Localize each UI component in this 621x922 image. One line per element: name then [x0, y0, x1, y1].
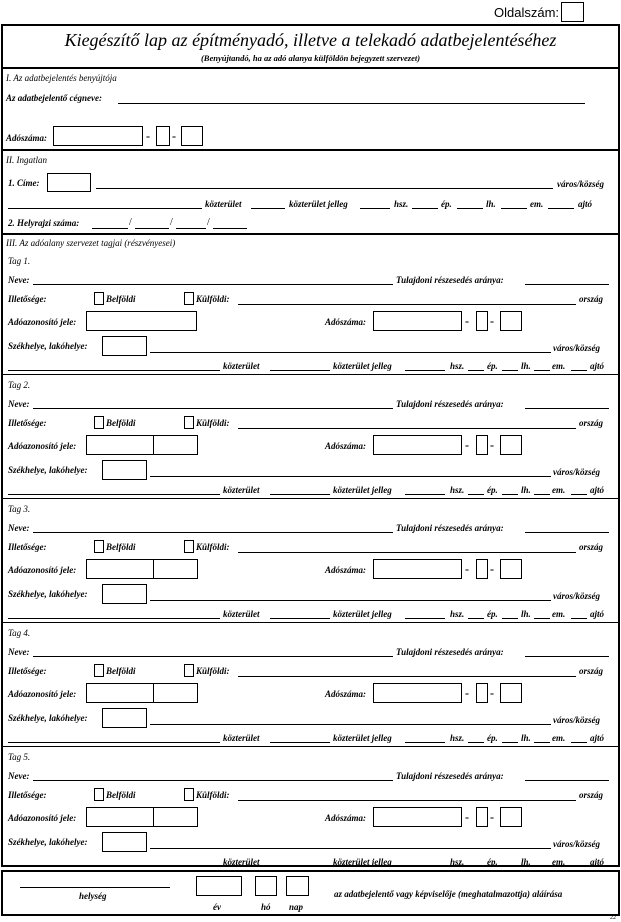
signature-label: az adatbejelentő vagy képviselője (meghatalmazottja) aláírása [334, 889, 563, 899]
member-4-tax-number-box-2[interactable] [476, 683, 488, 703]
section1-tax-box-2[interactable] [156, 126, 170, 146]
member-3-tax-number-box-3[interactable] [500, 559, 522, 579]
section1-tax-box-1[interactable] [53, 126, 143, 146]
member-1-tax-id-box[interactable] [86, 311, 197, 331]
member-5-foreign-checkbox[interactable] [184, 788, 194, 801]
member-5-tax-number-box-2[interactable] [476, 807, 488, 827]
day-box[interactable] [286, 876, 309, 896]
member-4-seat-city-field[interactable] [150, 724, 551, 725]
member-2-name-field[interactable] [33, 408, 393, 409]
member-1-tax-number-box-1[interactable] [373, 311, 462, 331]
member-3-tax-id-box-1[interactable] [86, 559, 154, 579]
member-3-tax-id-box-2[interactable] [153, 559, 198, 579]
form-subtitle: (Benyújtandó, ha az adó alanya külföldön bejegyzett szervezet) [200, 53, 421, 63]
section1-heading: I. Az adatbejelentés benyújtója [6, 73, 117, 83]
member-1-name-field[interactable] [33, 284, 393, 285]
member-5-tax-number-box-1[interactable] [373, 807, 462, 827]
member-3-tax-number-box-2[interactable] [476, 559, 488, 579]
member-4-foreign-checkbox[interactable] [184, 664, 194, 677]
year-box[interactable] [196, 876, 242, 896]
member-3-foreign-checkbox[interactable] [184, 540, 194, 553]
member-4-tax-id-box-2[interactable] [153, 683, 198, 703]
member-3-name-label: Neve: [8, 523, 30, 533]
member-2-name-label: Neve: [8, 399, 30, 409]
member-1-foreign-checkbox[interactable] [184, 292, 194, 305]
member-4-tax-number-box-1[interactable] [373, 683, 462, 703]
member-3-title: Tag 3. [8, 504, 31, 514]
member-4-name-field[interactable] [33, 656, 393, 657]
member-4-country-field[interactable] [238, 676, 576, 677]
member-4-tax-id-box-1[interactable] [86, 683, 154, 703]
address-zip-box[interactable] [47, 173, 91, 192]
member-5-name-label: Neve: [8, 771, 30, 781]
section3-heading: III. Az adóalany szervezet tagjai (részvényesei) [6, 238, 176, 248]
member-3-country-field[interactable] [238, 552, 576, 553]
member-4-share-field[interactable] [525, 656, 609, 657]
parcel-label: 2. Helyrajzi száma: [8, 218, 80, 228]
member-1-tax-number-box-3[interactable] [500, 311, 522, 331]
member-2-seat-zip-box[interactable] [102, 460, 147, 480]
member-1-seat-zip-box[interactable] [102, 336, 147, 356]
member-2-foreign-checkbox[interactable] [184, 416, 194, 429]
member-3-share-field[interactable] [525, 532, 609, 533]
member-1-country-field[interactable] [238, 304, 576, 305]
member-2-title: Tag 2. [8, 380, 31, 390]
member-2-tax-number-box-2[interactable] [476, 435, 488, 455]
member-3-seat-zip-box[interactable] [102, 584, 147, 604]
year-label: év [213, 902, 221, 912]
member-5-tax-id-box-1[interactable] [86, 807, 154, 827]
member-5-name-field[interactable] [33, 780, 393, 781]
member-2-tax-id-box-1[interactable] [86, 435, 154, 455]
member-1-seat-city-field[interactable] [150, 352, 551, 353]
member-4-title: Tag 4. [8, 628, 31, 638]
member-5-tax-id-box-2[interactable] [153, 807, 198, 827]
form-title: Kiegészítő lap az építményadó, illetve a telekadó adatbejelentéséhez [64, 30, 557, 50]
section1-tax-label: Adószáma: [6, 133, 48, 143]
member-4-domestic-checkbox[interactable] [94, 664, 104, 677]
member-1-name-label: Neve: [8, 275, 30, 285]
member-3-tax-number-box-1[interactable] [373, 559, 462, 579]
member-1-share-field[interactable] [525, 284, 609, 285]
section2-heading: II. Ingatlan [6, 155, 47, 165]
member-5-seat-city-field[interactable] [150, 848, 551, 849]
place-label: helység [79, 891, 107, 901]
member-2-tax-number-box-3[interactable] [500, 435, 522, 455]
member-4-tax-number-box-3[interactable] [500, 683, 522, 703]
member-5-domestic-checkbox[interactable] [94, 788, 104, 801]
member-4-seat-zip-box[interactable] [102, 708, 147, 728]
address-label: 1. Címe: [8, 178, 40, 188]
month-box[interactable] [255, 876, 277, 896]
member-4-name-label: Neve: [8, 647, 30, 657]
day-label: nap [289, 902, 304, 912]
member-1-domestic-checkbox[interactable] [94, 292, 104, 305]
member-5-title: Tag 5. [8, 752, 31, 762]
member-5-tax-number-box-3[interactable] [500, 807, 522, 827]
company-name-label: Az adatbejelentő cégneve: [6, 93, 102, 103]
member-5-country-field[interactable] [238, 800, 576, 801]
month-label: hó [261, 902, 271, 912]
section1-tax-box-3[interactable] [181, 126, 203, 146]
member-5-share-field[interactable] [525, 780, 609, 781]
member-2-domestic-checkbox[interactable] [94, 416, 104, 429]
member-3-seat-city-field[interactable] [150, 600, 551, 601]
member-2-share-field[interactable] [525, 408, 609, 409]
company-name-field[interactable] [118, 103, 585, 104]
member-2-tax-id-box-2[interactable] [153, 435, 198, 455]
place-field[interactable] [20, 887, 170, 888]
page-footer-number: 22 [610, 915, 616, 921]
page-number-label: Oldalszám: [494, 5, 560, 20]
address-city-field[interactable] [96, 188, 553, 189]
member-3-name-field[interactable] [33, 532, 393, 533]
member-3-domestic-checkbox[interactable] [94, 540, 104, 553]
member-5-seat-zip-box[interactable] [102, 832, 147, 852]
member-2-seat-city-field[interactable] [150, 476, 551, 477]
member-2-country-field[interactable] [238, 428, 576, 429]
member-1-tax-number-box-2[interactable] [476, 311, 488, 331]
page-number-input[interactable] [561, 2, 584, 22]
member-2-tax-number-box-1[interactable] [373, 435, 462, 455]
member-1-title: Tag 1. [8, 256, 31, 266]
